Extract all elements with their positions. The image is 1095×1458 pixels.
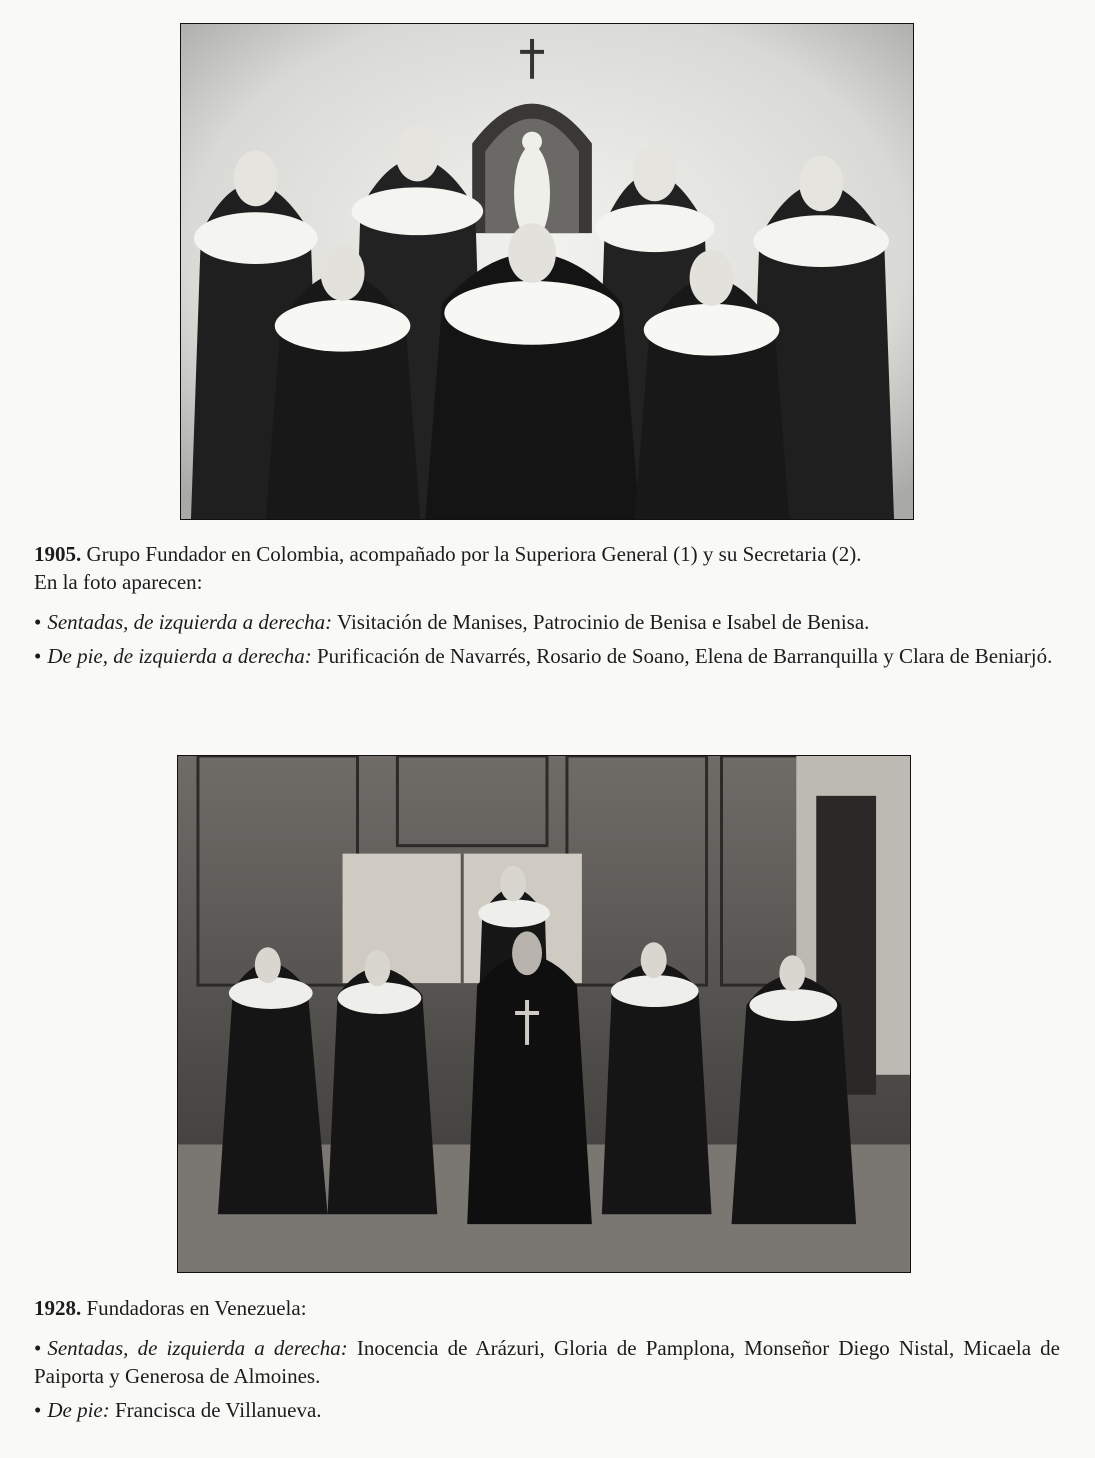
caption-1905-item-seated <box>34 608 1060 636</box>
photo-1928-group <box>177 755 911 1273</box>
item-label: Sentadas, de izquierda a derecha: <box>47 1336 348 1360</box>
item-label: Sentadas, de izquierda a derecha: <box>47 610 333 634</box>
caption-1928-title <box>34 1294 1060 1322</box>
caption-1928-item-standing <box>34 1396 1060 1424</box>
bullet-icon: • <box>34 1336 42 1360</box>
item-text: Visitación de Manises, Patrocinio de Benisa e Isabel de Benisa. <box>332 610 870 634</box>
caption-1905-item-standing <box>34 642 1060 670</box>
item-label: De pie, de izquierda a derecha: <box>47 644 312 668</box>
caption-1905-title <box>34 540 1060 568</box>
bullet-icon: • <box>34 1398 42 1422</box>
seated-sisters <box>266 223 790 519</box>
caption-1905 <box>34 540 1060 670</box>
bullet-icon: • <box>34 610 42 634</box>
item-label: De pie: <box>47 1398 110 1422</box>
item-text: Francisca de Villanueva. <box>109 1398 322 1422</box>
photo-1905-image <box>181 24 913 519</box>
item-text: Purificación de Navarrés, Rosario de Soano, Elena de Barranquilla y Clara de Beniarjó. <box>311 644 1053 668</box>
caption-1905-title-text: Grupo Fundador en Colombia, acompañado por la Superiora General (1) y su Secretaria (2). <box>81 542 862 566</box>
item-text: Inocencia de Arázuri, Gloria de Pamplona, Monseñor Diego Nistal, Micaela de Paiporta y Generosa de Almoines. <box>34 1336 1060 1388</box>
caption-1928 <box>34 1294 1060 1424</box>
photo-1905-group <box>180 23 914 520</box>
caption-1928-year: 1928. <box>34 1296 82 1320</box>
bullet-icon: • <box>34 644 42 668</box>
caption-1928-item-seated <box>34 1334 1060 1390</box>
caption-1928-title-text: Fundadoras en Venezuela: <box>81 1296 307 1320</box>
photo-1928-image <box>178 756 910 1272</box>
caption-1905-title-line2: En la foto aparecen: <box>34 570 203 594</box>
caption-1905-year: 1905. <box>34 542 82 566</box>
